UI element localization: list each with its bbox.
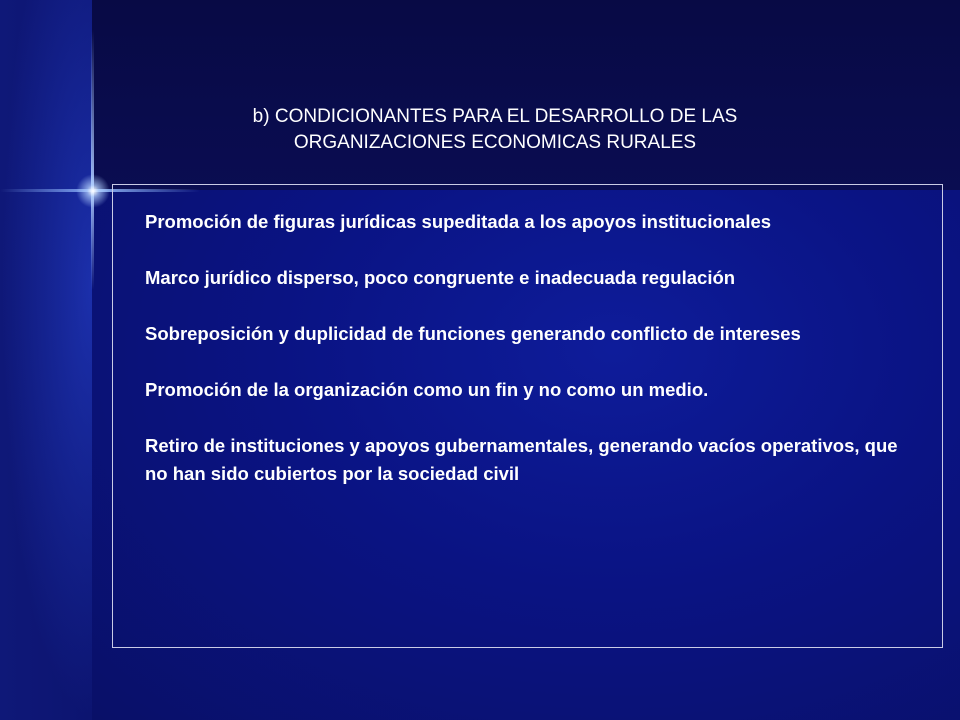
point-list: [145, 208, 915, 488]
slide-title-line: ORGANIZACIONES ECONOMICAS RURALES: [293, 132, 697, 153]
point-item: Promoción de figuras jurídicas supeditada a los apoyos institucionales: [145, 211, 772, 232]
point-item: Sobreposición y duplicidad de funciones generando conflicto de intereses: [145, 323, 801, 344]
point-item: Retiro de instituciones y apoyos gubernamentales, generando vacíos operativos, que no han sido cubiertos por la sociedad civil: [145, 435, 898, 484]
background-glow: [0, 0, 92, 720]
point-item: Promoción de la organización como un fin y no como un medio.: [145, 379, 709, 400]
slide-title-line: b) CONDICIONANTES PARA EL DESARROLLO DE LAS: [252, 106, 738, 127]
sparkle-vertical-ray: [91, 30, 94, 290]
sparkle-icon: [76, 174, 110, 208]
background-top-panel: [92, 0, 960, 200]
slide-title: [150, 104, 840, 156]
point-item: Marco jurídico disperso, poco congruente e inadecuada regulación: [145, 267, 736, 288]
